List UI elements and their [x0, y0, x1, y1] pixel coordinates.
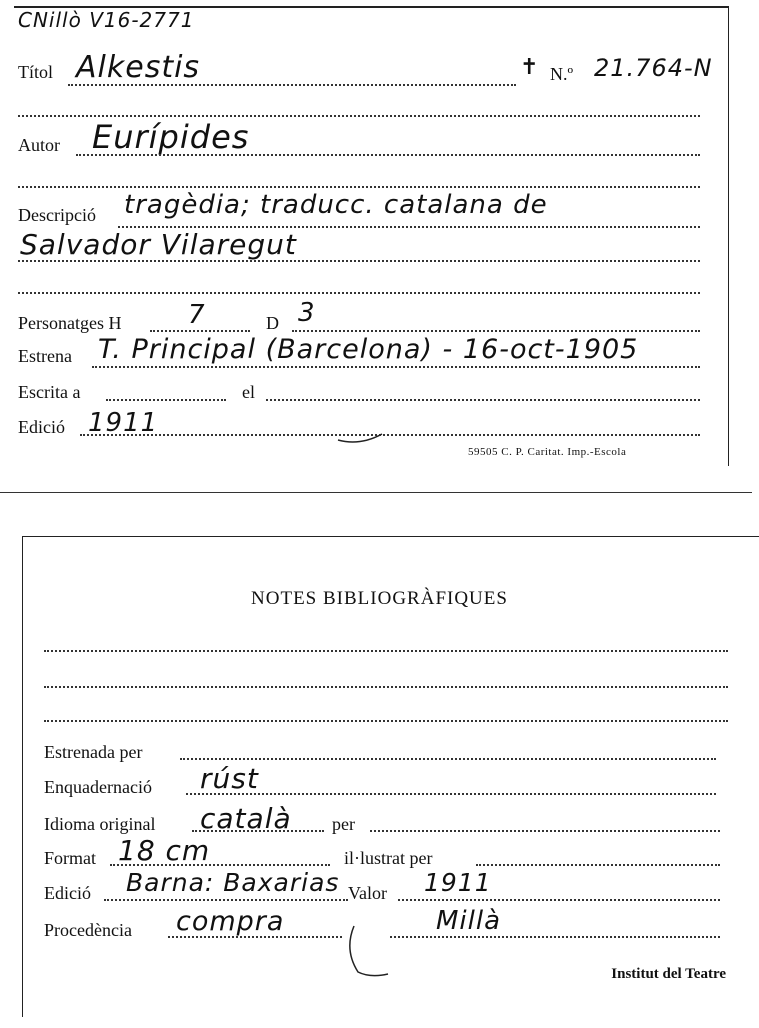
edicio-bottom-label: Edició — [44, 883, 91, 903]
descripcio-label: Descripció — [18, 205, 96, 225]
punch-hole-mark — [340, 920, 400, 980]
enquadernacio-line — [186, 793, 716, 795]
edicio-bottom-line — [104, 899, 348, 901]
personatges-label: Personatges H — [18, 313, 122, 333]
personatges-d-line — [292, 330, 700, 332]
card-separator — [0, 492, 752, 493]
autor-label: Autor — [18, 135, 60, 155]
estrena-label: Estrena — [18, 346, 72, 366]
valor-value: 1911 — [424, 868, 492, 897]
punch-hole-mark — [330, 392, 390, 448]
escrita-label: Escrita a — [18, 382, 81, 402]
rule-line — [44, 650, 728, 652]
cross-mark: ✝ — [520, 54, 539, 79]
enquadernacio-value: rúst — [200, 762, 259, 795]
rule-line — [44, 720, 728, 722]
descripcio-value-line2: Salvador Vilaregut — [20, 228, 297, 261]
idioma-value: català — [200, 802, 292, 835]
personatges-h-line — [150, 330, 250, 332]
edicio-label: Edició — [18, 417, 65, 437]
autor-line — [76, 154, 700, 156]
rule-line — [18, 292, 700, 294]
header-note: CNillò V16-2771 — [18, 8, 195, 32]
edicio-line — [80, 434, 700, 436]
idioma-label: Idioma original — [44, 814, 156, 834]
procedencia-line — [168, 936, 342, 938]
illustrat-line — [476, 864, 720, 866]
catalog-card-top — [0, 0, 730, 470]
illustrat-label: il·lustrat per — [344, 848, 433, 868]
notes-title: NOTES BIBLIOGRÀFIQUES — [251, 588, 508, 609]
rule-line — [18, 186, 700, 188]
procedencia-value: compra — [176, 906, 285, 937]
rule-line — [18, 115, 700, 117]
titol-label: Títol — [18, 62, 53, 82]
procedencia-extra: Millà — [436, 906, 502, 936]
personatges-d-value: 3 — [298, 298, 316, 328]
descripcio-value-line1: tragèdia; traducc. catalana de — [124, 190, 548, 220]
edicio-value: 1911 — [88, 408, 159, 438]
procedencia-label: Procedència — [44, 920, 132, 940]
estrena-value: T. Principal (Barcelona) - 16-oct-1905 — [98, 334, 639, 365]
estrenada-line — [180, 758, 716, 760]
enquadernacio-label: Enquadernació — [44, 777, 152, 797]
personatges-h-value: 7 — [188, 300, 206, 330]
institut-imprint: Institut del Teatre — [611, 966, 726, 982]
personatges-d-label: D — [266, 313, 279, 333]
format-value: 18 cm — [118, 834, 211, 867]
valor-label: Valor — [348, 883, 387, 903]
printer-imprint: 59505 C. P. Caritat. Imp.-Escola — [468, 446, 627, 458]
escrita-el-label: el — [242, 382, 255, 402]
titol-value: Alkestis — [76, 50, 201, 85]
numero-value: 21.764-N — [594, 54, 713, 82]
edicio-bottom-value: Barna: Baxarias — [126, 868, 340, 897]
idioma-line — [192, 830, 324, 832]
idioma-per-line — [370, 830, 720, 832]
format-label: Format — [44, 848, 96, 868]
estrenada-label: Estrenada per — [44, 742, 143, 762]
estrena-line — [92, 366, 700, 368]
escrita-line — [106, 399, 226, 401]
format-line — [110, 864, 330, 866]
rule-line — [18, 260, 700, 262]
procedencia-extra-line — [390, 936, 720, 938]
titol-line — [68, 84, 516, 86]
numero-label: N.º — [550, 64, 574, 84]
rule-line — [44, 686, 728, 688]
idioma-per-label: per — [332, 814, 355, 834]
autor-value: Eurípides — [92, 118, 250, 156]
valor-line — [398, 899, 720, 901]
